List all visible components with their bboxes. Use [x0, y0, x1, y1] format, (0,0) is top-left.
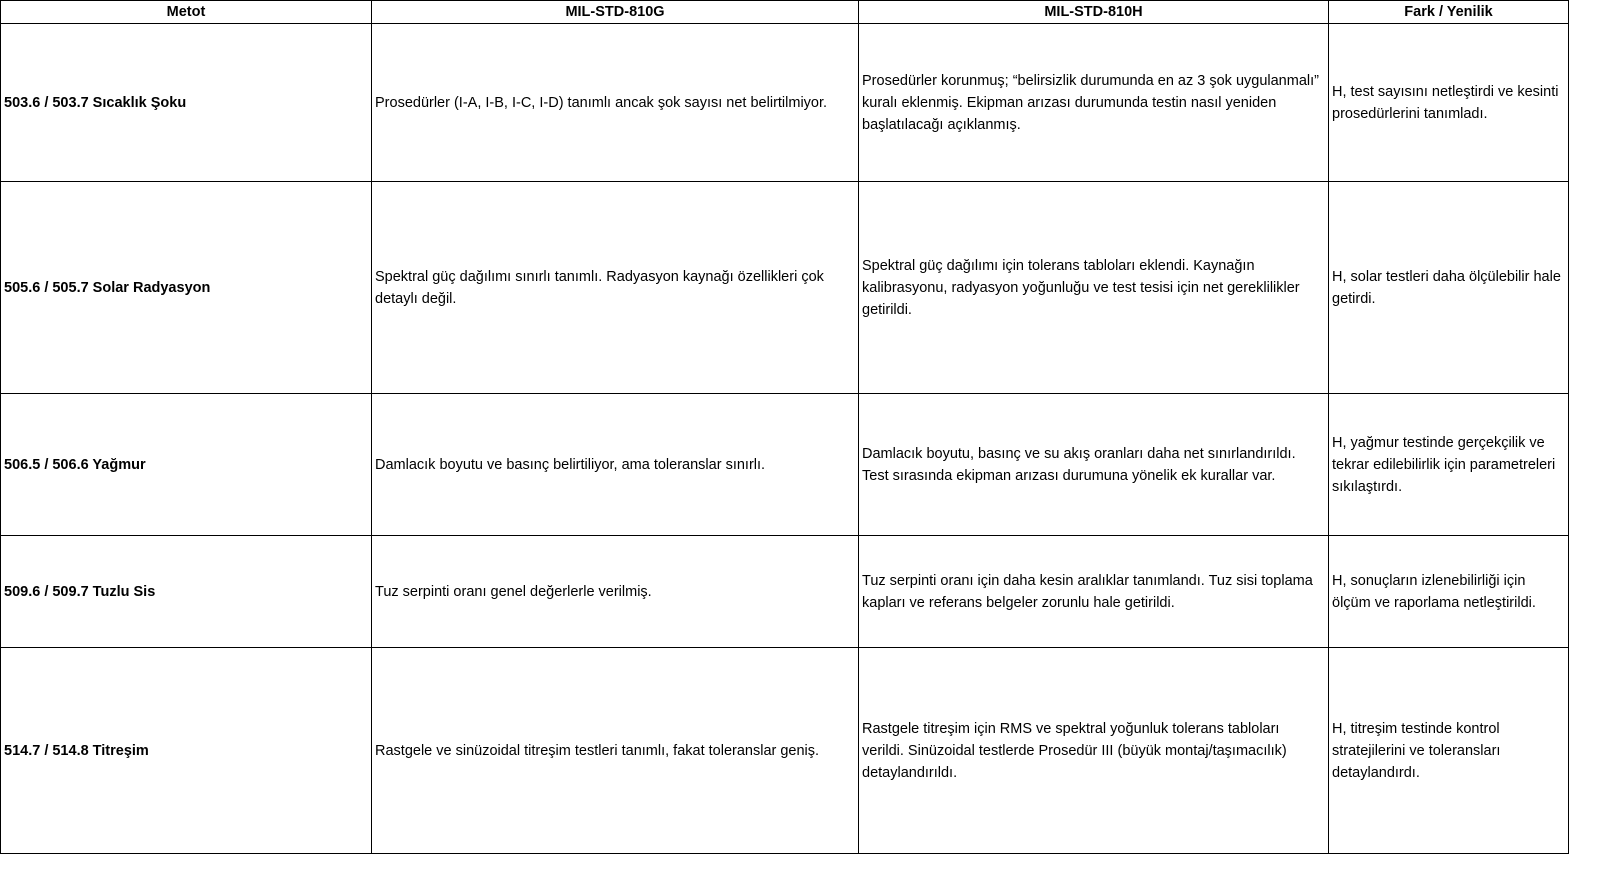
g-cell: Tuz serpinti oranı genel değerlerle verilmiş. [372, 536, 859, 648]
diff-cell: H, sonuçların izlenebilirliği için ölçüm ve raporlama netleştirildi. [1329, 536, 1569, 648]
table-row [1, 394, 1569, 536]
method-cell: 503.6 / 503.7 Sıcaklık Şoku [1, 24, 372, 182]
method-cell: 514.7 / 514.8 Titreşim [1, 648, 372, 854]
diff-cell: H, test sayısını netleştirdi ve kesinti prosedürlerini tanımladı. [1329, 24, 1569, 182]
method-cell: 509.6 / 509.7 Tuzlu Sis [1, 536, 372, 648]
diff-cell: H, yağmur testinde gerçekçilik ve tekrar edilebilirlik için parametreleri sıkılaştırdı. [1329, 394, 1569, 536]
header-810h: MIL-STD-810H [859, 1, 1329, 24]
header-difference: Fark / Yenilik [1329, 1, 1569, 24]
table-row [1, 536, 1569, 648]
method-cell: 506.5 / 506.6 Yağmur [1, 394, 372, 536]
g-cell: Spektral güç dağılımı sınırlı tanımlı. Radyasyon kaynağı özellikleri çok detaylı değil. [372, 182, 859, 394]
g-cell: Rastgele ve sinüzoidal titreşim testleri tanımlı, fakat toleranslar geniş. [372, 648, 859, 854]
diff-cell: H, solar testleri daha ölçülebilir hale getirdi. [1329, 182, 1569, 394]
header-810g: MIL-STD-810G [372, 1, 859, 24]
header-method: Metot [1, 1, 372, 24]
table-row [1, 648, 1569, 854]
h-cell: Rastgele titreşim için RMS ve spektral yoğunluk tolerans tabloları verildi. Sinüzoidal testlerde Prosedür III (büyük montaj/taşımacılık) detaylandırıldı. [859, 648, 1329, 854]
h-cell: Damlacık boyutu, basınç ve su akış oranları daha net sınırlandırıldı. Test sırasında ekipman arızası durumuna yönelik ek kurallar var. [859, 394, 1329, 536]
table-row [1, 24, 1569, 182]
table-row [1, 182, 1569, 394]
diff-cell: H, titreşim testinde kontrol stratejilerini ve toleransları detaylandırdı. [1329, 648, 1569, 854]
g-cell: Prosedürler (I-A, I-B, I-C, I-D) tanımlı ancak şok sayısı net belirtilmiyor. [372, 24, 859, 182]
h-cell: Spektral güç dağılımı için tolerans tabloları eklendi. Kaynağın kalibrasyonu, radyasyon yoğunluğu ve test tesisi için net gereklilikler getirildi. [859, 182, 1329, 394]
header-row [1, 1, 1569, 24]
h-cell: Tuz serpinti oranı için daha kesin aralıklar tanımlandı. Tuz sisi toplama kapları ve referans belgeler zorunlu hale getirildi. [859, 536, 1329, 648]
method-cell: 505.6 / 505.7 Solar Radyasyon [1, 182, 372, 394]
g-cell: Damlacık boyutu ve basınç belirtiliyor, ama toleranslar sınırlı. [372, 394, 859, 536]
h-cell: Prosedürler korunmuş; “belirsizlik durumunda en az 3 şok uygulanmalı” kuralı eklenmiş. Ekipman arızası durumunda testin nasıl yeniden başlatılacağı açıklanmış. [859, 24, 1329, 182]
